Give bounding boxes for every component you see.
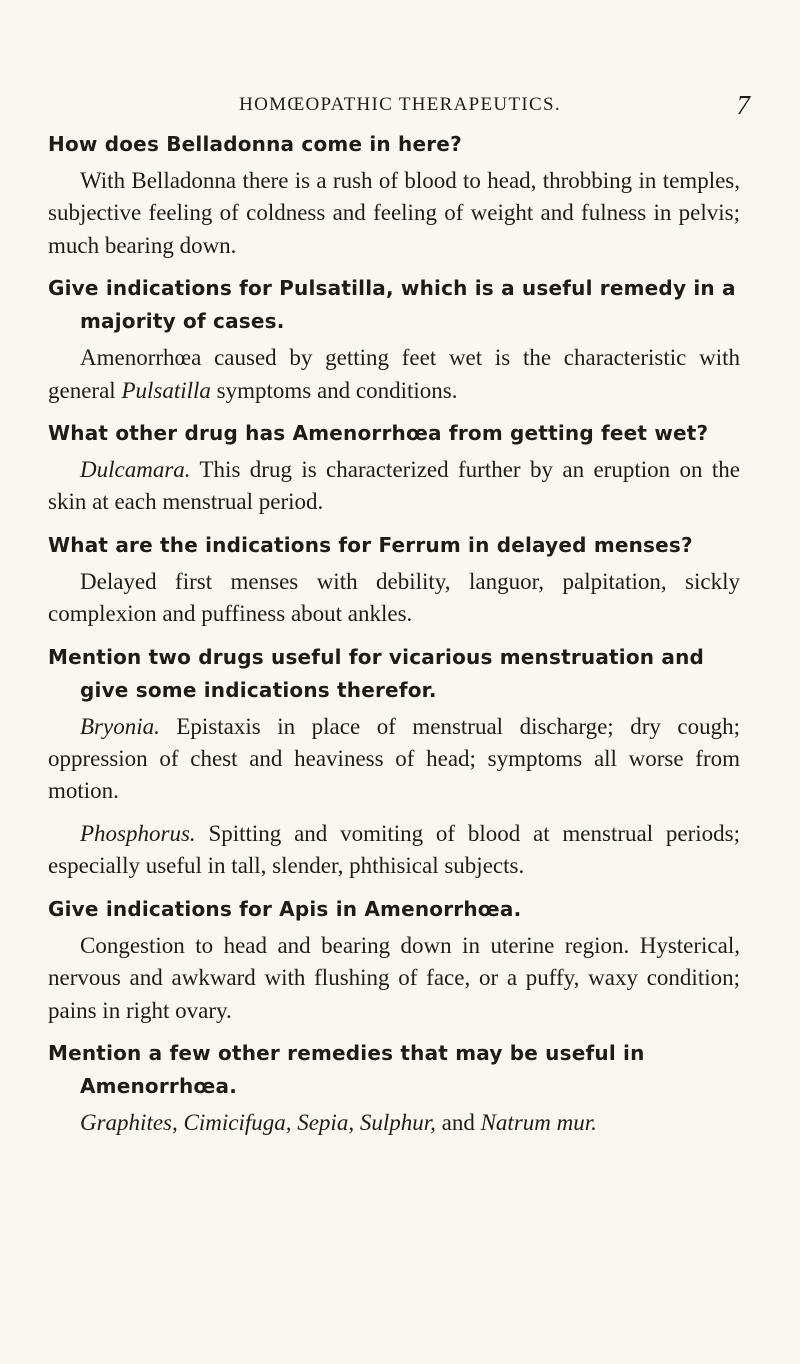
remedy-name: Natrum mur. <box>480 1109 597 1135</box>
answer-5-b <box>48 818 740 883</box>
answer-4 <box>48 566 740 631</box>
answer-3 <box>48 454 740 519</box>
answer-text: Spitting and vomiting of blood at menstrual periods; especially useful in tall, slender, phthisical subjects. <box>48 820 740 879</box>
question-4: What are the indications for Ferrum in delayed menses? <box>48 532 693 557</box>
answer-text: Epistaxis in place of menstrual discharge; dry cough; oppression of chest and heaviness of head; symptoms all worse from motion. <box>48 713 740 804</box>
remedy-name: Bryonia. <box>80 713 160 739</box>
answer-6 <box>48 930 740 1027</box>
remedy-name: Graphites, Cimicifuga, Sepia, Sulphur, <box>80 1109 436 1135</box>
question-1: How does Belladonna come in here? <box>48 132 462 156</box>
qa-content <box>48 128 740 1139</box>
answer-2 <box>48 342 740 407</box>
remedy-name: Phosphorus. <box>80 820 196 846</box>
answer-1 <box>48 165 740 262</box>
answer-7 <box>48 1107 740 1139</box>
answer-text: Delayed first menses with debility, languor, palpitation, sickly complexion and puffiness about ankles. <box>48 568 740 627</box>
answer-text: With Belladonna there is a rush of blood to head, throbbing in temples, subjective feeling of coldness and feeling of weight and fulness in pelvis; much bearing down. <box>48 168 740 258</box>
answer-5 <box>48 711 740 808</box>
answer-text: This drug is characterized further by an eruption on the skin at each menstrual period. <box>48 457 740 515</box>
answer-text: Amenorrhœa caused by getting feet wet is the characteristic with general <box>48 345 740 403</box>
question-5: Mention two drugs useful for vicarious menstruation and give some indications therefor. <box>48 644 705 702</box>
answer-text: and <box>435 1109 481 1135</box>
answer-text: symptoms and conditions. <box>210 377 458 403</box>
answer-text: Congestion to head and bearing down in uterine region. Hysterical, nervous and awkward with flushing of face, or a puffy, waxy condition; pains in right ovary. <box>48 932 740 1023</box>
remedy-name: Pulsatilla <box>121 377 211 403</box>
question-3: What other drug has Amenorrhœa from getting feet wet? <box>48 421 709 446</box>
running-head <box>48 90 752 120</box>
remedy-name: Dulcamara. <box>80 457 191 483</box>
page-number: 7 <box>736 90 750 120</box>
question-7: Mention a few other remedies that may be useful in Amenorrhœa. <box>48 1040 645 1098</box>
question-6: Give indications for Apis in Amenorrhœa. <box>48 896 522 921</box>
running-title: HOMŒOPATHIC THERAPEUTICS. <box>239 94 561 115</box>
question-2: Give indications for Pulsatilla, which is a useful remedy in a majority of cases. <box>48 276 736 334</box>
